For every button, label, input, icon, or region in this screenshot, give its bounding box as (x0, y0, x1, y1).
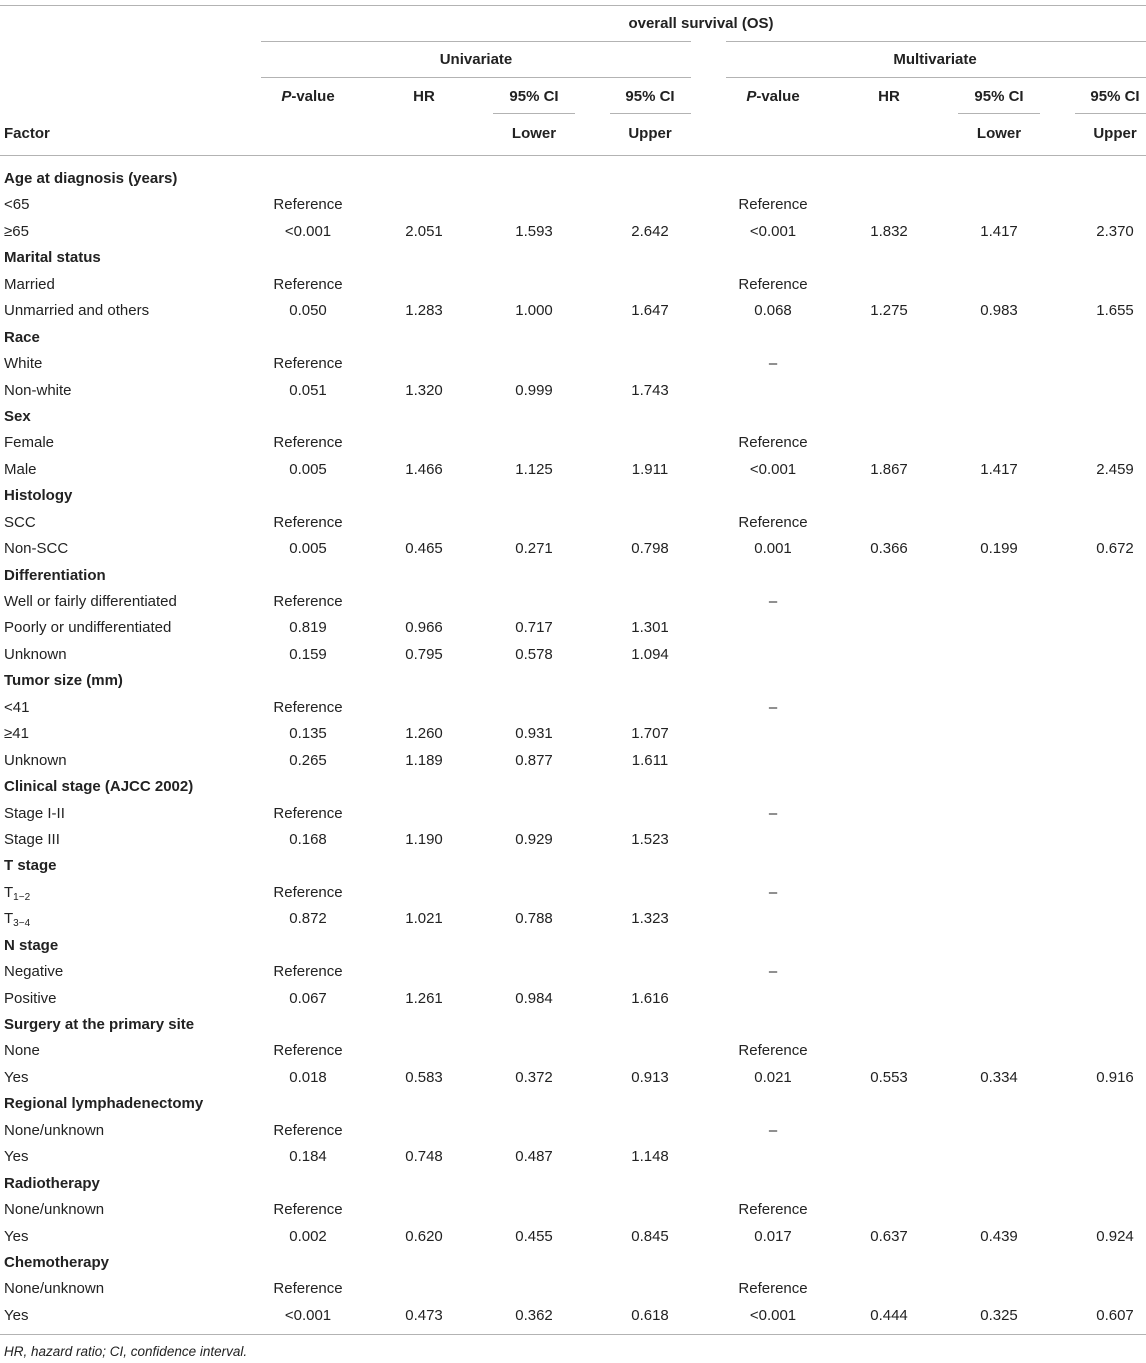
uni-ci-upper-cell: 1.523 (631, 830, 669, 848)
factor-label-text: Positive (4, 989, 57, 1007)
uni-ci-upper-cell: 0.913 (631, 1068, 669, 1086)
multi-lower-ci-rule (958, 113, 1040, 114)
category-row (0, 563, 1146, 589)
factor-header: Factor (4, 125, 50, 142)
factor-label-text: T (4, 883, 14, 901)
uni-p-value-cell: 0.184 (289, 1148, 327, 1166)
uni-ci-upper-cell: 0.618 (631, 1306, 669, 1324)
factor-label (4, 276, 55, 294)
multi-p-value-header: P-value (746, 88, 800, 105)
multi-p-value-cell: <0.001 (749, 460, 797, 478)
multi-p-value-cell: <0.001 (749, 222, 797, 240)
multi-ci-upper-cell: 0.672 (1096, 540, 1134, 558)
uni-p-value-cell: 0.005 (289, 460, 327, 478)
top-rule (0, 5, 1146, 6)
factor-label (4, 223, 29, 241)
multi-p-value-cell: – (768, 698, 778, 716)
uni-hr-cell: 1.021 (405, 910, 443, 928)
multi-ci-lower-cell: 0.325 (980, 1306, 1018, 1324)
factor-label-text: T stage (4, 857, 57, 875)
factor-label-subscript: 3−4 (13, 918, 31, 930)
multi-hr-cell: 0.366 (870, 540, 908, 558)
multi-hr-cell: 1.832 (870, 222, 908, 240)
multi-ci-lower-cell: 0.334 (980, 1068, 1018, 1086)
uni-ci-upper-cell: 1.148 (631, 1148, 669, 1166)
factor-label (4, 1201, 104, 1219)
table-row (0, 378, 1146, 404)
uni-p-value-cell: 0.168 (289, 830, 327, 848)
table-row (0, 1118, 1146, 1144)
table-row (0, 695, 1146, 721)
multi-ci-lower-cell: 1.417 (980, 460, 1018, 478)
multi-p-value-cell: Reference (738, 434, 808, 452)
multi-ci-upper-cell: 2.370 (1096, 222, 1134, 240)
factor-label (4, 963, 63, 981)
uni-hr-cell: 0.583 (405, 1068, 443, 1086)
factor-label (4, 910, 30, 928)
uni-p-value-cell: 0.265 (289, 751, 327, 769)
factor-label-text: Female (4, 434, 55, 452)
multi-p-value-cell: – (768, 883, 778, 901)
factor-label-text: White (4, 355, 43, 373)
uni-ci-upper-cell: 1.743 (631, 381, 669, 399)
factor-label (4, 1228, 28, 1246)
multi-p-value-cell: <0.001 (749, 1306, 797, 1324)
factor-label-text: Sex (4, 407, 31, 425)
uni-p-value-cell: 0.819 (289, 619, 327, 637)
uni-p-value-cell: Reference (273, 698, 343, 716)
category-label (4, 672, 123, 690)
table-row (0, 748, 1146, 774)
multi-p-value-cell: Reference (738, 1280, 808, 1298)
factor-label (4, 725, 29, 743)
factor-label-text: Unmarried and others (4, 302, 150, 320)
uni-ci-upper-cell: 1.616 (631, 989, 669, 1007)
uni-hr-cell: 1.283 (405, 302, 443, 320)
factor-label (4, 434, 54, 452)
table-row (0, 1065, 1146, 1091)
factor-label (4, 1307, 28, 1325)
table-row (0, 298, 1146, 324)
table-row (0, 615, 1146, 641)
factor-label (4, 540, 68, 558)
uni-p-value-cell: <0.001 (284, 1306, 332, 1324)
factor-label (4, 461, 37, 479)
factor-label-text: None/unknown (4, 1201, 105, 1219)
factor-label-text: Chemotherapy (4, 1253, 110, 1271)
factor-label-text: SCC (4, 513, 36, 531)
table-footnote: HR, hazard ratio; CI, confidence interval. (4, 1344, 248, 1359)
uni-hr-cell: 0.473 (405, 1306, 443, 1324)
table-row (0, 1276, 1146, 1302)
factor-label-text: Male (4, 460, 37, 478)
uni-hr-cell: 1.189 (405, 751, 443, 769)
factor-label-text: Histology (4, 487, 73, 505)
factor-label-text: Stage III (4, 830, 60, 848)
factor-label (4, 1122, 104, 1140)
factor-label (4, 646, 67, 664)
uni-p-value-cell: Reference (273, 1201, 343, 1219)
uni-upper-header: Upper (628, 125, 672, 142)
uni-p-value-cell: 0.050 (289, 302, 327, 320)
category-label (4, 329, 40, 347)
multi-ci-upper-header: 95% CI (1090, 88, 1140, 105)
uni-ci-lower-cell: 0.578 (515, 645, 553, 663)
category-row (0, 404, 1146, 430)
uni-p-value-cell: 0.067 (289, 989, 327, 1007)
category-label (4, 408, 31, 426)
uni-ci-upper-cell: 1.707 (631, 725, 669, 743)
multi-p-value-cell: – (768, 963, 778, 981)
table-row (0, 457, 1146, 483)
uni-p-value-cell: Reference (273, 1042, 343, 1060)
uni-hr-cell: 0.795 (405, 645, 443, 663)
uni-ci-upper-cell: 1.094 (631, 645, 669, 663)
uni-ci-upper-cell: 1.647 (631, 302, 669, 320)
uni-p-value-cell: Reference (273, 1121, 343, 1139)
category-label (4, 857, 57, 875)
table-row (0, 959, 1146, 985)
factor-label (4, 355, 42, 373)
uni-hr-cell: 1.466 (405, 460, 443, 478)
factor-label (4, 196, 29, 214)
category-label (4, 249, 101, 267)
uni-p-value-cell: Reference (273, 434, 343, 452)
factor-label-text: Non-white (4, 381, 72, 399)
uni-p-value-cell: Reference (273, 196, 343, 214)
uni-ci-lower-cell: 0.877 (515, 751, 553, 769)
multi-ci-lower-header: 95% CI (974, 88, 1024, 105)
uni-hr-cell: 2.051 (405, 222, 443, 240)
multi-hr-cell: 0.553 (870, 1068, 908, 1086)
uni-ci-lower-cell: 0.931 (515, 725, 553, 743)
table-row (0, 510, 1146, 536)
factor-label-text: Differentiation (4, 566, 106, 584)
factor-label-text: Married (4, 275, 55, 293)
uni-upper-ci-rule (610, 113, 691, 114)
uni-p-value-cell: Reference (273, 1280, 343, 1298)
uni-hr-cell: 1.320 (405, 381, 443, 399)
multi-ci-upper-cell: 1.655 (1096, 302, 1134, 320)
multivariate-heading: Multivariate (893, 51, 977, 68)
factor-label-text: <41 (4, 698, 30, 716)
category-label (4, 1095, 203, 1113)
multi-p-value-cell: Reference (738, 1201, 808, 1219)
factor-label (4, 699, 29, 717)
factor-label-text: Clinical stage (AJCC 2002) (4, 778, 194, 796)
multi-hr-cell: 1.275 (870, 302, 908, 320)
uni-ci-lower-cell: 1.125 (515, 460, 553, 478)
multi-upper-ci-rule (1075, 113, 1146, 114)
uni-ci-lower-cell: 1.593 (515, 222, 553, 240)
table-row (0, 880, 1146, 906)
table-row (0, 1224, 1146, 1250)
multi-p-value-cell: – (768, 1121, 778, 1139)
factor-label (4, 514, 36, 532)
uni-ci-lower-cell: 0.788 (515, 910, 553, 928)
bottom-rule (0, 1334, 1146, 1335)
uni-ci-upper-cell: 1.301 (631, 619, 669, 637)
uni-ci-upper-cell: 1.911 (631, 460, 669, 478)
uni-ci-upper-cell: 1.611 (631, 751, 669, 769)
uni-p-value-cell: 0.159 (289, 645, 327, 663)
multi-p-value-cell: – (768, 593, 778, 610)
category-row (0, 1250, 1146, 1276)
factor-label-text: Unknown (4, 751, 67, 769)
factor-label-text: <65 (4, 196, 30, 214)
univariate-rule (261, 41, 691, 42)
category-row (0, 483, 1146, 509)
category-label (4, 170, 177, 188)
category-row (0, 933, 1146, 959)
uni-hr-cell: 0.966 (405, 619, 443, 637)
category-row (0, 166, 1146, 192)
factor-label (4, 593, 177, 611)
factor-label-text: Stage I-II (4, 804, 65, 822)
multi-p-value-cell: Reference (738, 1042, 808, 1060)
multi-ci-upper-cell: 0.924 (1096, 1227, 1134, 1245)
uni-ci-lower-cell: 0.717 (515, 619, 553, 637)
factor-label-text: ≥41 (4, 725, 29, 743)
table-row (0, 1038, 1146, 1064)
factor-label-text: Radiotherapy (4, 1174, 100, 1192)
factor-label (4, 752, 67, 770)
uni-ci-lower-cell: 0.929 (515, 830, 553, 848)
table-row (0, 219, 1146, 245)
factor-label (4, 1069, 28, 1087)
factor-label-text: Yes (4, 1306, 29, 1324)
uni-p-value-cell: Reference (273, 593, 343, 610)
uni-ci-lower-cell: 0.271 (515, 540, 553, 558)
multi-p-value-cell: Reference (738, 513, 808, 531)
uni-ci-upper-cell: 0.798 (631, 540, 669, 558)
table-row (0, 589, 1146, 615)
uni-ci-lower-cell: 0.984 (515, 989, 553, 1007)
multi-hr-cell: 0.444 (870, 1306, 908, 1324)
uni-ci-upper-header: 95% CI (625, 88, 675, 105)
factor-label-text: None/unknown (4, 1121, 105, 1139)
category-row (0, 1171, 1146, 1197)
uni-hr-cell: 1.260 (405, 725, 443, 743)
table-row (0, 801, 1146, 827)
uni-ci-lower-cell: 0.372 (515, 1068, 553, 1086)
category-label (4, 778, 193, 796)
uni-hr-cell: 0.620 (405, 1227, 443, 1245)
uni-p-value-cell: 0.135 (289, 725, 327, 743)
table-row (0, 351, 1146, 377)
uni-p-value-cell: 0.018 (289, 1068, 327, 1086)
table-row (0, 986, 1146, 1012)
factor-label (4, 990, 57, 1008)
multi-ci-lower-cell: 0.199 (980, 540, 1018, 558)
factor-label-text: Race (4, 328, 40, 346)
table-body (0, 166, 1146, 1329)
category-row (0, 245, 1146, 271)
multi-hr-cell: 1.867 (870, 460, 908, 478)
uni-p-value-cell: 0.051 (289, 381, 327, 399)
category-label (4, 1175, 100, 1193)
factor-label-text: Tumor size (mm) (4, 672, 123, 690)
factor-label-text: Yes (4, 1227, 29, 1245)
factor-label (4, 1042, 40, 1060)
uni-hr-cell: 1.261 (405, 989, 443, 1007)
uni-hr-cell: 1.190 (405, 830, 443, 848)
factor-label-text: Yes (4, 1148, 29, 1166)
factor-label-text: Unknown (4, 645, 67, 663)
uni-ci-lower-cell: 0.999 (515, 381, 553, 399)
uni-p-value-header: P-value (281, 88, 335, 105)
uni-hr-header: HR (413, 88, 435, 105)
multi-ci-lower-cell: 0.439 (980, 1227, 1018, 1245)
table-row (0, 1303, 1146, 1329)
univariate-heading: Univariate (439, 51, 513, 68)
uni-p-value-cell: 0.872 (289, 910, 327, 928)
factor-label (4, 831, 60, 849)
multi-ci-upper-cell: 2.459 (1096, 460, 1134, 478)
uni-hr-cell: 0.748 (405, 1148, 443, 1166)
table-row (0, 827, 1146, 853)
factor-label-text: None (4, 1042, 40, 1060)
category-row (0, 325, 1146, 351)
factor-label (4, 1280, 104, 1298)
category-row (0, 774, 1146, 800)
category-row (0, 1012, 1146, 1038)
uni-ci-upper-cell: 2.642 (631, 222, 669, 240)
multi-hr-header: HR (878, 88, 900, 105)
factor-label (4, 1148, 28, 1166)
multi-p-value-cell: 0.017 (754, 1227, 792, 1245)
multi-p-value-cell: – (768, 355, 778, 373)
multi-p-value-cell: 0.001 (754, 540, 792, 558)
uni-ci-lower-cell: 1.000 (515, 302, 553, 320)
multi-ci-upper-cell: 0.916 (1096, 1068, 1134, 1086)
uni-p-value-cell: Reference (273, 275, 343, 293)
multi-p-value-cell: 0.021 (754, 1068, 792, 1086)
uni-p-value-cell: Reference (273, 513, 343, 531)
category-label (4, 487, 72, 505)
factor-label-text: Age at diagnosis (years) (4, 170, 178, 187)
multi-upper-header: Upper (1093, 125, 1137, 142)
factor-label-text: Well or fairly differentiated (4, 593, 177, 610)
table-row (0, 192, 1146, 218)
multi-p-value-cell: 0.068 (754, 302, 792, 320)
uni-p-value-cell: <0.001 (284, 222, 332, 240)
multi-ci-upper-cell: 0.607 (1096, 1306, 1134, 1324)
uni-lower-ci-rule (493, 113, 575, 114)
header-bottom-rule (0, 155, 1146, 156)
uni-p-value-cell: Reference (273, 883, 343, 901)
table-row (0, 1197, 1146, 1223)
univariate-sub-rule (261, 77, 691, 78)
uni-ci-lower-cell: 0.487 (515, 1148, 553, 1166)
multi-ci-lower-cell: 1.417 (980, 222, 1018, 240)
group-title: overall survival (OS) (628, 15, 774, 32)
uni-p-value-cell: 0.002 (289, 1227, 327, 1245)
factor-label-subscript: 1−2 (13, 891, 31, 903)
factor-label (4, 884, 30, 902)
factor-label-text: Non-SCC (4, 540, 69, 558)
uni-ci-lower-cell: 0.455 (515, 1227, 553, 1245)
factor-label-text: None/unknown (4, 1280, 105, 1298)
category-label (4, 567, 106, 585)
uni-p-value-cell: Reference (273, 355, 343, 373)
category-row (0, 1091, 1146, 1117)
table-row (0, 721, 1146, 747)
multi-lower-header: Lower (976, 125, 1022, 142)
multi-hr-cell: 0.637 (870, 1227, 908, 1245)
uni-ci-lower-cell: 0.362 (515, 1306, 553, 1324)
table-row (0, 906, 1146, 932)
category-row (0, 668, 1146, 694)
table-row (0, 642, 1146, 668)
category-row (0, 853, 1146, 879)
uni-ci-upper-cell: 1.323 (631, 910, 669, 928)
table-row (0, 1144, 1146, 1170)
factor-label-text: Yes (4, 1068, 29, 1086)
factor-label-text: ≥65 (4, 222, 29, 240)
category-label (4, 1016, 194, 1034)
factor-label-text: N stage (4, 936, 59, 954)
factor-label (4, 619, 171, 637)
factor-label (4, 302, 149, 320)
factor-label-text: Poorly or undifferentiated (4, 619, 172, 637)
uni-p-value-cell: Reference (273, 804, 343, 822)
category-label (4, 937, 58, 955)
uni-ci-upper-cell: 0.845 (631, 1227, 669, 1245)
multivariate-rule (726, 41, 1146, 42)
multi-p-value-cell: – (768, 804, 778, 822)
multi-p-value-cell: Reference (738, 196, 808, 214)
factor-label-text: Surgery at the primary site (4, 1016, 195, 1033)
multivariate-sub-rule (726, 77, 1146, 78)
table-row (0, 536, 1146, 562)
multi-ci-lower-cell: 0.983 (980, 302, 1018, 320)
uni-lower-header: Lower (511, 125, 557, 142)
factor-label-text: Regional lymphadenectomy (4, 1095, 204, 1113)
uni-hr-cell: 0.465 (405, 540, 443, 558)
table-row (0, 272, 1146, 298)
uni-p-value-cell: 0.005 (289, 540, 327, 558)
factor-label (4, 805, 65, 823)
factor-label (4, 382, 72, 400)
category-label (4, 1254, 109, 1272)
multi-p-value-cell: Reference (738, 275, 808, 293)
table-row (0, 430, 1146, 456)
factor-label-text: Marital status (4, 249, 101, 267)
factor-label-text: T (4, 910, 14, 928)
uni-ci-lower-header: 95% CI (509, 88, 559, 105)
factor-label-text: Negative (4, 963, 64, 981)
uni-p-value-cell: Reference (273, 963, 343, 981)
